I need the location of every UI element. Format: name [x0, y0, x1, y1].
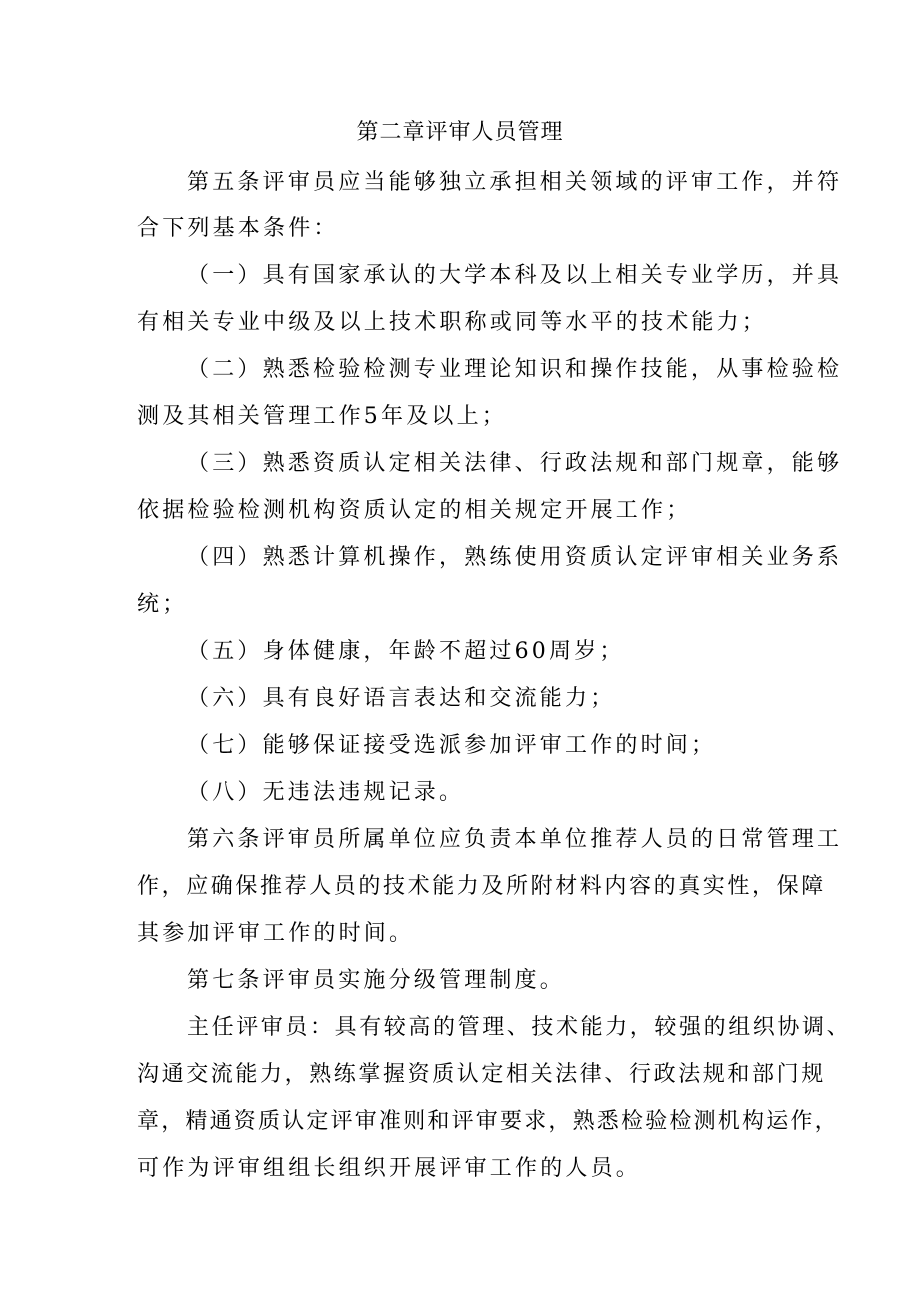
- text-line: （二）熟悉检验检测专业理论知识和操作技能，从事检验检: [187, 357, 843, 382]
- chapter-title: 第二章评审人员管理: [356, 120, 564, 145]
- text-line: 第七条评审员实施分级管理制度。: [187, 968, 566, 993]
- text-line: 第五条评审员应当能够独立承担相关领域的评审工作，并符: [187, 170, 843, 195]
- text-line: 主任评审员：具有较高的管理、技术能力，较强的组织协调、: [187, 1015, 852, 1040]
- text-line: 章，精通资质认定评审准则和评审要求，熟悉检验检测机构运作，: [137, 1109, 839, 1134]
- text-line: 合下列基本条件：: [137, 216, 339, 241]
- text-line: （五）身体健康，年龄不超过60周岁；: [187, 639, 625, 664]
- text-line: 沟通交流能力，熟练掌握资质认定相关法律、行政法规和部门规: [137, 1062, 826, 1087]
- text-line: 有相关专业中级及以上技术职称或同等水平的技术能力；: [137, 310, 768, 335]
- text-line: （一）具有国家承认的大学本科及以上相关专业学历，并具: [187, 263, 843, 288]
- text-line: 第六条评审员所属单位应负责本单位推荐人员的日常管理工: [187, 827, 843, 852]
- text-line: 其参加评审工作的时间。: [137, 921, 415, 946]
- text-line: （六）具有良好语言表达和交流能力；: [187, 686, 616, 711]
- text-line: （七）能够保证接受选派参加评审工作的时间；: [187, 733, 717, 758]
- text-line: 作，应确保推荐人员的技术能力及所附材料内容的真实性，保障: [137, 874, 826, 899]
- text-line: （四）熟悉计算机操作，熟练使用资质认定评审相关业务系: [187, 545, 843, 570]
- text-line: 可作为评审组组长组织开展评审工作的人员。: [137, 1156, 642, 1181]
- text-line: （三）熟悉资质认定相关法律、行政法规和部门规章，能够: [187, 451, 843, 476]
- text-line: 依据检验检测机构资质认定的相关规定开展工作；: [137, 498, 692, 523]
- text-line: 统；: [137, 592, 188, 617]
- text-line: 测及其相关管理工作5年及以上；: [137, 404, 507, 429]
- text-line: （八）无违法违规记录。: [187, 780, 465, 805]
